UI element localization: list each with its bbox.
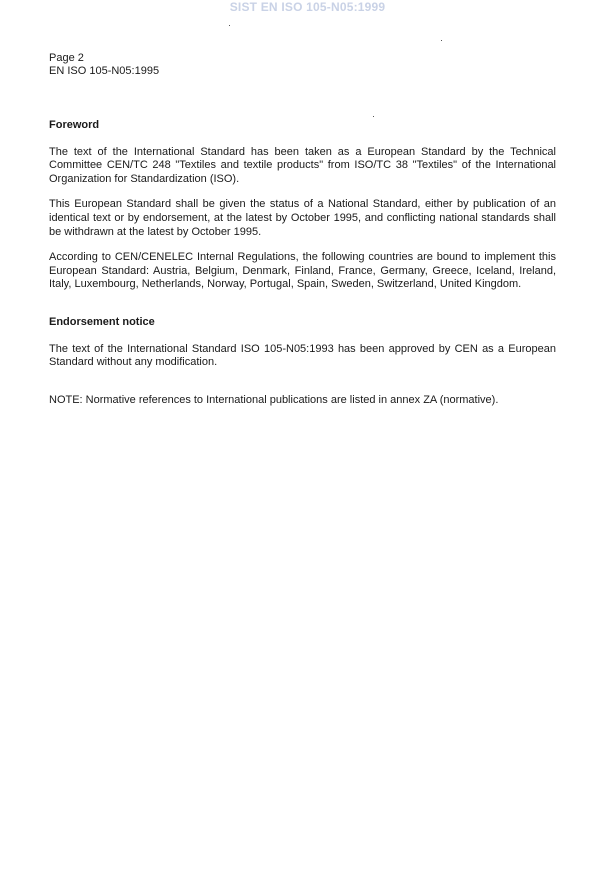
endorsement-heading: Endorsement notice — [49, 315, 155, 328]
page-header — [49, 52, 159, 78]
foreword-paragraph: The text of the International Standard has been taken as a European Standard by the Technical Committee CEN/TC 248 "Textiles and textile products" from ISO/TC 38 "Textiles" of the International Organization for Standardization (ISO). — [49, 145, 556, 185]
foreword-paragraph: This European Standard shall be given the status of a National Standard, either by publication of an identical text or by endorsement, at the latest by October 1995, and conflicting national standards shall be withdrawn at the latest by October 1995. — [49, 198, 556, 238]
scan-speck — [229, 25, 230, 26]
normative-note: NOTE: Normative references to International publications are listed in annex ZA (normative). — [49, 393, 499, 406]
foreword-paragraph: According to CEN/CENELEC Internal Regulations, the following countries are bound to implement this European Standard: Austria, Belgium, Denmark, Finland, France, Germany, Greece, Iceland, Ireland, Italy, Luxembourg, Netherlands, Norway, Portugal, Spain, Sweden, Switzerland, United Kingdom. — [49, 251, 556, 291]
endorsement-paragraph: The text of the International Standard ISO 105-N05:1993 has been approved by CEN as a European Standard without any modification. — [49, 342, 556, 369]
scan-speck — [441, 40, 442, 41]
standard-id: EN ISO 105-N05:1995 — [49, 65, 160, 77]
page-number: Page 2 — [49, 52, 84, 64]
scan-speck — [373, 116, 374, 117]
document-body — [49, 119, 556, 407]
document-watermark: SIST EN ISO 105-N05:1999 — [229, 0, 386, 14]
foreword-heading: Foreword — [49, 119, 100, 131]
